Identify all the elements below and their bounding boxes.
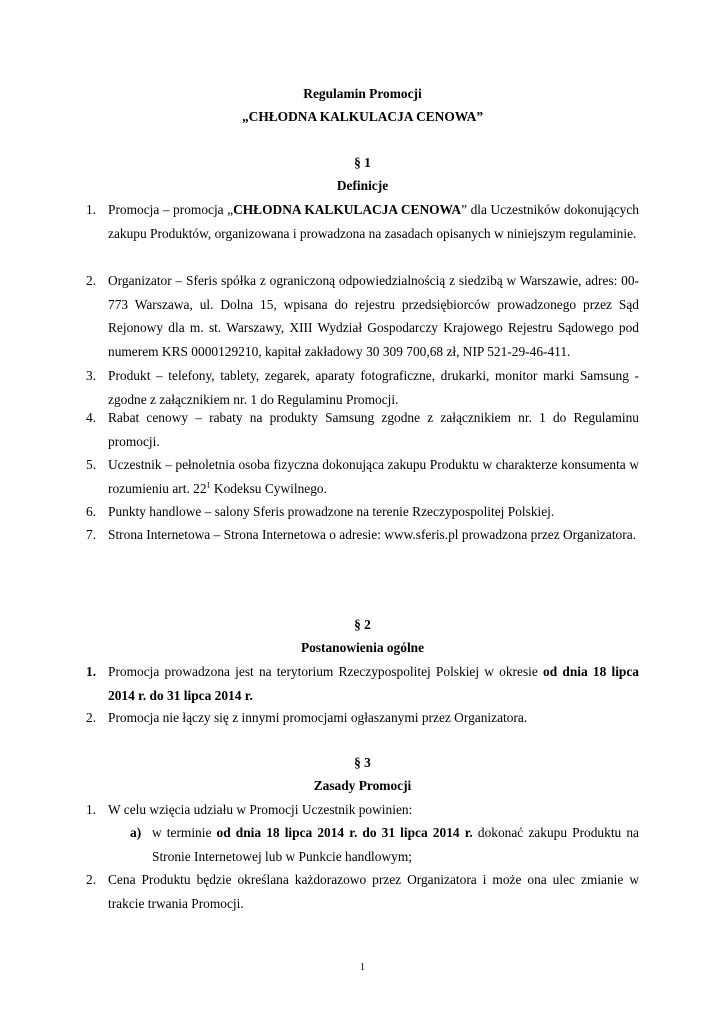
subitem-text [152,821,639,868]
section-3-sign: § 3 [354,755,371,770]
definition-item [86,269,639,363]
text-part: Kodeksu Cywilnego. [210,480,327,496]
item-text: Produkt – telefony, tablety, zegarek, aparaty fotograficzne, drukarki, monitor marki Samsung - zgodne z załącznikiem nr. 1 do Regulaminu Promocji. [108,368,639,407]
document-title: Regulamin Promocji [303,86,422,101]
item-number: 1. [86,802,97,817]
text-part: Uczestnik – pełnoletnia osoba fizyczna dokonująca zakupu Produktu w charakterze konsumenta w rozumieniu art. 22 [108,457,639,496]
definition-item [86,523,639,547]
item-text: Punkty handlowe – salony Sferis prowadzone na terenie Rzeczypospolitej Polskiej. [108,504,555,519]
rule-item [86,868,639,915]
rule-subitem [130,821,639,868]
subitem-label: a) [130,825,142,840]
item-number: 1. [86,664,97,679]
section-2-sign: § 2 [354,617,371,632]
section-3-heading: Zasady Promocji [313,778,412,793]
general-item [86,660,639,707]
definition-item [86,453,639,500]
item-text: Rabat cenowy – rabaty na produkty Samsung zgodne z załącznikiem nr. 1 do Regulaminu promocji. [108,410,639,449]
section-2-heading: Postanowienia ogólne [300,640,425,655]
text-part: Promocja – promocja „ [108,202,234,217]
item-number: 6. [86,504,97,519]
item-text [108,660,639,707]
item-number: 1. [86,202,97,217]
item-text: Organizator – Sferis spółka z ograniczoną odpowiedzialnością z siedzibą w Warszawie, adres: 00-773 Warszawa, ul. Dolna 15, wpisana do rejestru przedsiębiorców prowadzonego przez Sąd Rejonowy dla m. st. Warszawy, XIII Wydział Gospodarczy Krajowego Rejestru Sądowego pod numerem KRS 0000129210, kapitał zakładowy 30 309 700,68 zł, NIP 521-29-46-411. [108,273,639,359]
item-number: 2. [86,710,97,725]
item-number: 2. [86,872,97,887]
text-part: Promocja prowadzona jest na terytorium Rzeczypospolitej Polskiej w okresie [108,664,544,679]
date-range-bold: od dnia 18 lipca 2014 r. do 31 lipca 2014 r. [216,825,473,840]
section-1-sign: § 1 [354,155,371,170]
definition-item [86,364,639,411]
definition-item [86,500,639,524]
item-number: 5. [86,457,97,472]
text-part: w terminie [152,825,217,840]
item-text [108,198,639,245]
date-range-bold: od dnia 18 lipca 2014 r. do 31 lipca 2014 r. [108,664,639,703]
item-number: 7. [86,527,97,542]
document-subtitle: „CHŁODNA KALKULACJA CENOWA” [241,109,484,124]
section-1-heading: Definicje [336,178,389,193]
item-text: Cena Produktu będzie określana każdorazowo przez Organizatora i może ona ulec zmianie w trakcie trwania Promocji. [108,872,639,911]
item-text: W celu wzięcia udziału w Promocji Uczestnik powinien: [108,802,413,817]
rule-item [86,798,639,822]
text-part: ” dla Uczestników dokonujących zakupu Produktów, organizowana i prowadzona na zasadach opisanych w niniejszym regulaminie. [108,202,639,241]
definition-item [86,406,639,453]
page-number: 1 [360,962,365,973]
item-text: Promocja nie łączy się z innymi promocjami ogłaszanymi przez Organizatora. [108,710,528,725]
definition-item [86,198,639,245]
promo-name-bold: CHŁODNA KALKULACJA CENOWA [233,202,462,217]
text-part: dokonać zakupu Produktu na Stronie Internetowej lub w Punkcie handlowym; [152,825,639,864]
item-number: 3. [86,368,97,383]
item-text [108,453,639,500]
item-number: 4. [86,410,97,425]
general-item [86,706,639,730]
superscript: 1 [206,480,211,490]
item-text: Strona Internetowa – Strona Internetowa o adresie: www.sferis.pl prowadzona przez Organizatora. [108,527,636,542]
item-number: 2. [86,273,97,288]
